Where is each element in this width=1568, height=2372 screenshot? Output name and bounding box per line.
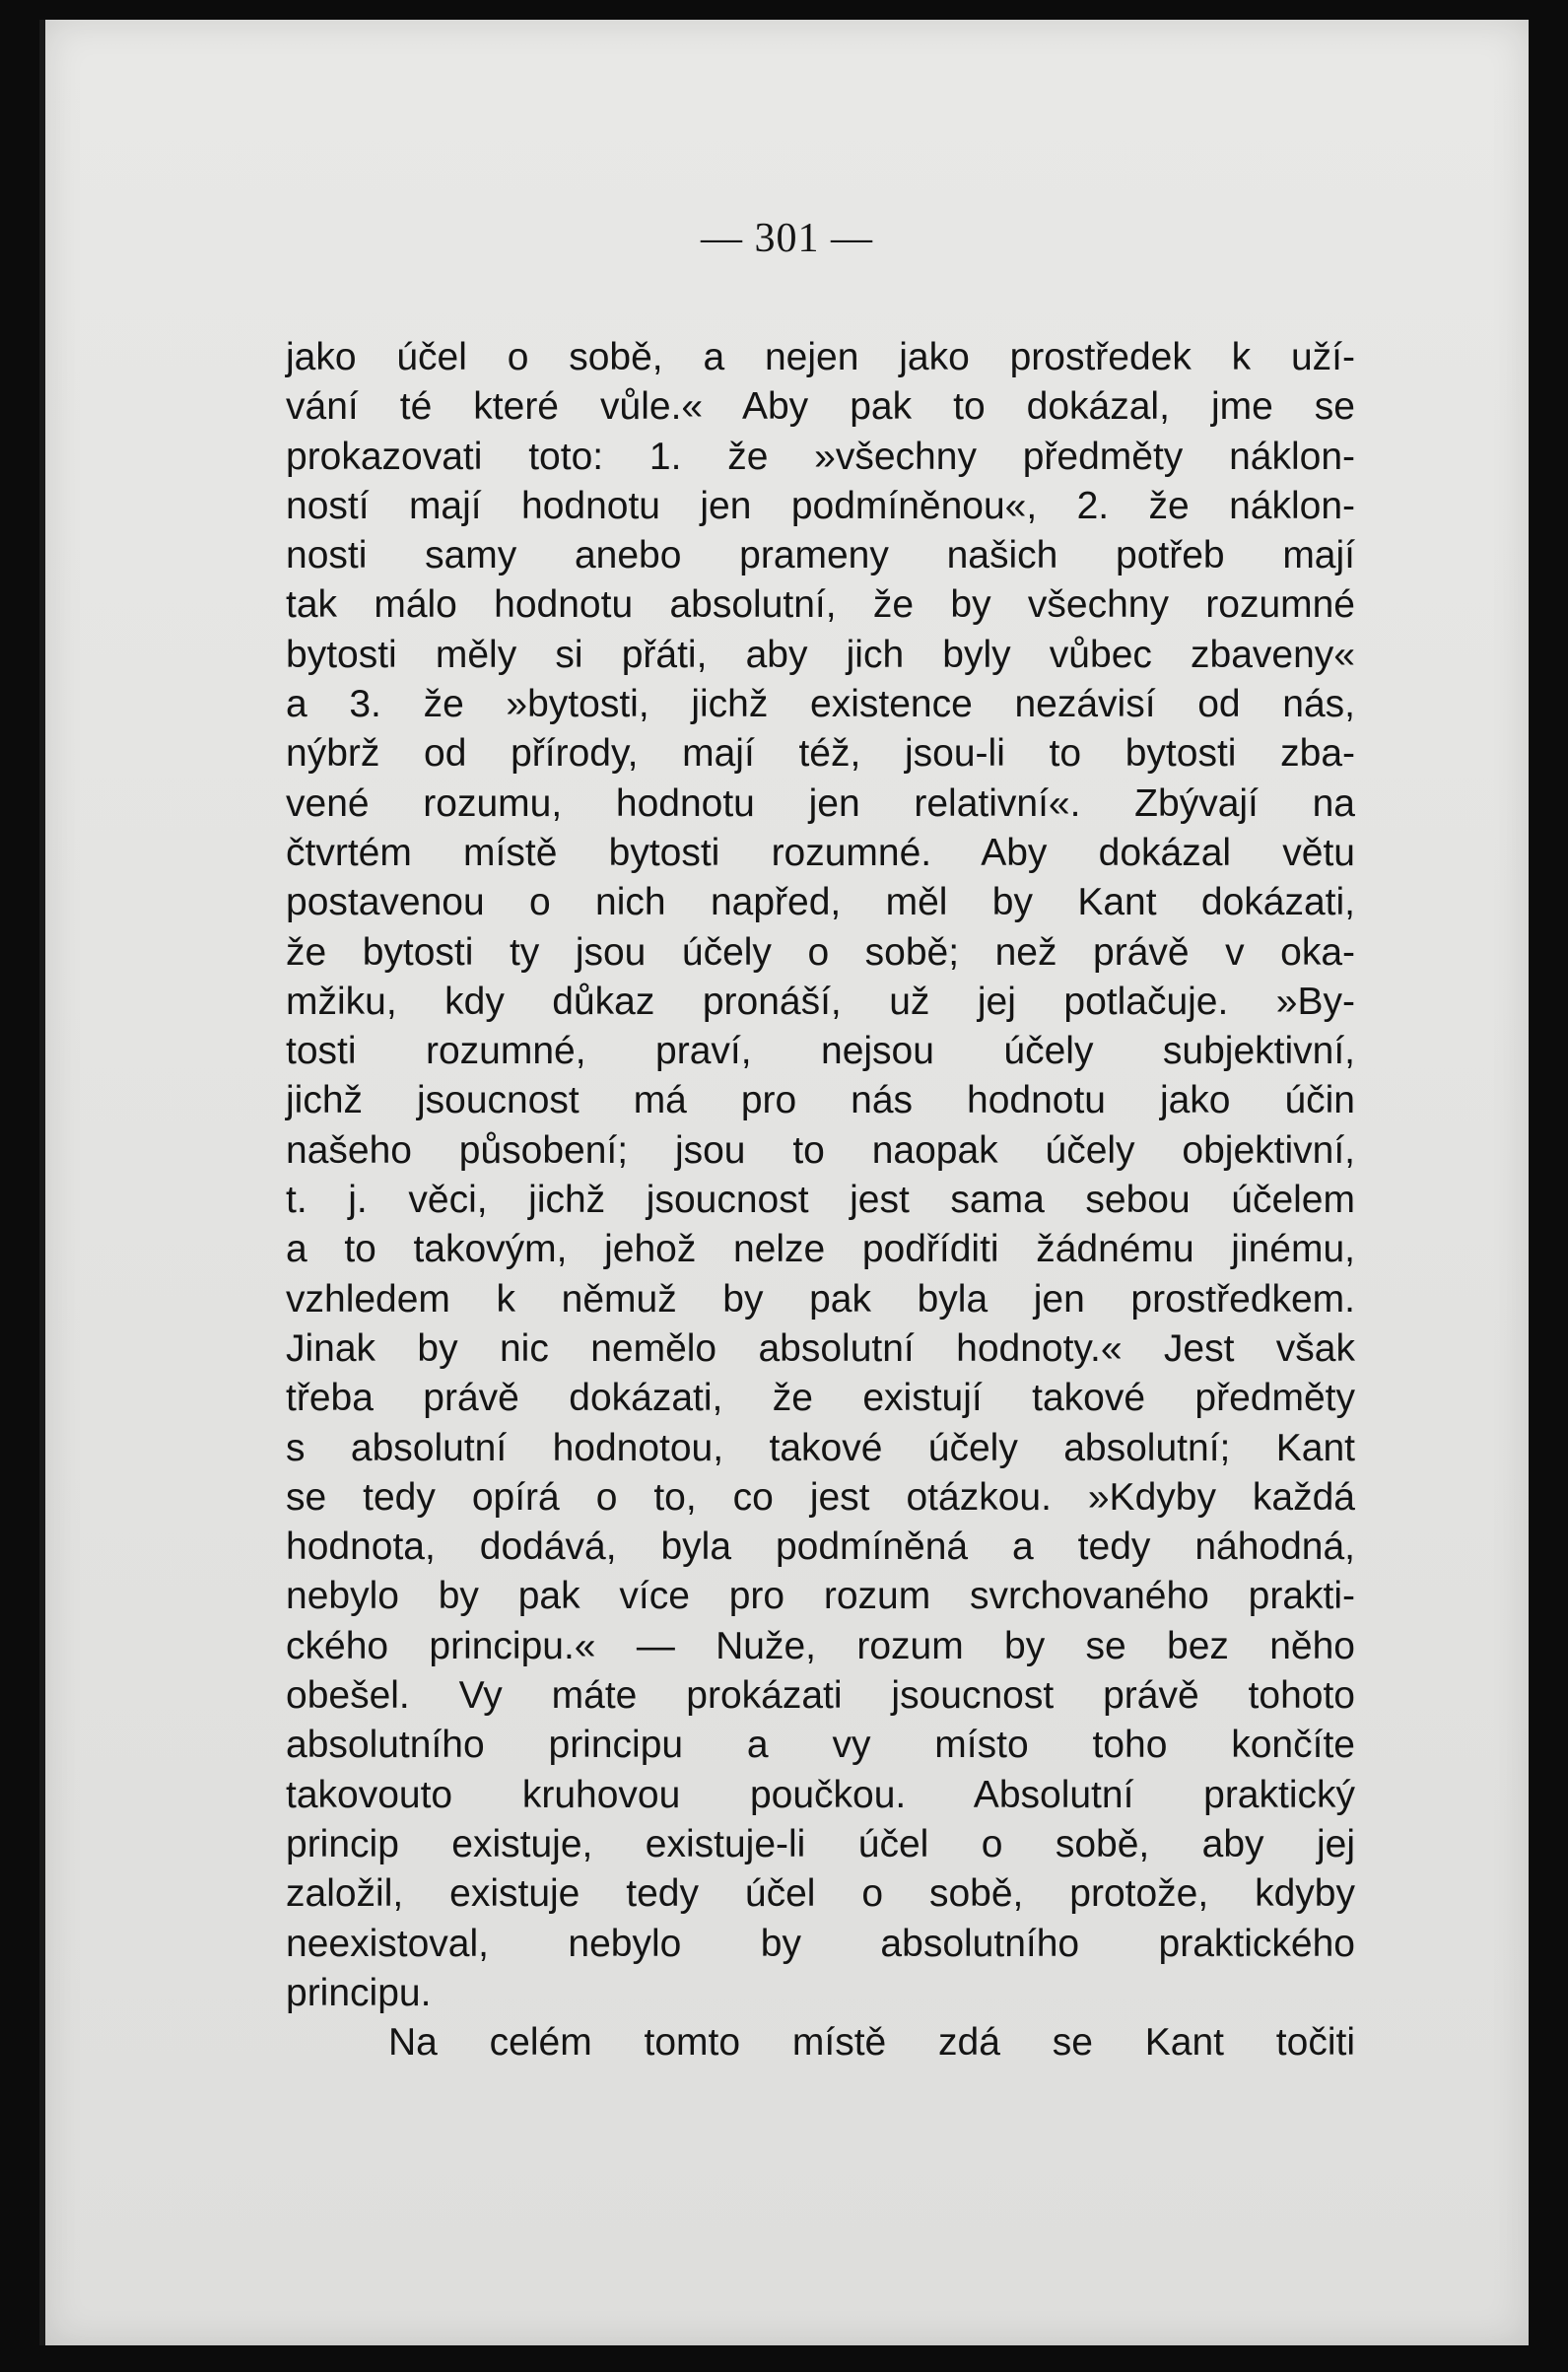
- text-line: princip existuje, existuje-li účel o sobě, aby jej: [286, 1822, 1355, 1865]
- text-line: absolutního principu a vy místo toho končíte: [286, 1724, 1355, 1767]
- text-line: ckého principu.« — Nuže, rozum by se bez něho: [286, 1624, 1355, 1667]
- text-line: založil, existuje tedy účel o sobě, protože, kdyby: [286, 1872, 1355, 1916]
- text-line: že bytosti ty jsou účely o sobě; než právě v oka-: [286, 930, 1355, 974]
- text-line: neexistoval, nebylo by absolutního praktického: [286, 1922, 1355, 1965]
- text-line: vání té které vůle.« Aby pak to dokázal, jme se: [286, 385, 1355, 429]
- text-line: t. j. věci, jichž jsoucnost jest sama sebou účelem: [286, 1179, 1355, 1222]
- text-line-paragraph-start: Na celém tomto místě zdá se Kant točiti: [388, 2021, 1355, 2065]
- text-line: ností mají hodnotu jen podmíněnou«, 2. že náklon-: [286, 484, 1355, 527]
- text-line: a 3. že »bytosti, jichž existence nezávisí od nás,: [286, 683, 1355, 726]
- text-line: se tedy opírá o to, co jest otázkou. »Kdyby každá: [286, 1475, 1355, 1519]
- text-line: třeba právě dokázati, že existují takové předměty: [286, 1377, 1355, 1420]
- text-line: postavenou o nich napřed, měl by Kant dokázati,: [286, 881, 1355, 924]
- text-line: nýbrž od přírody, mají též, jsou-li to bytosti zba-: [286, 732, 1355, 776]
- page-number: — 301 —: [701, 216, 873, 261]
- text-line: jako účel o sobě, a nejen jako prostředek k uží-: [286, 336, 1355, 378]
- text-line: a to takovým, jehož nelze podříditi žádnému jinému,: [286, 1228, 1355, 1271]
- text-line: takovouto kruhovou poučkou. Absolutní praktický: [286, 1773, 1355, 1816]
- text-line: jichž jsoucnost má pro nás hodnotu jako účin: [286, 1079, 1355, 1122]
- text-line: vené rozumu, hodnotu jen relativní«. Zbývají na: [286, 781, 1355, 825]
- text-line: prokazovati toto: 1. že »všechny předměty náklon-: [286, 435, 1355, 478]
- text-line: nosti samy anebo prameny našich potřeb mají: [286, 534, 1355, 577]
- text-line: nebylo by pak více pro rozum svrchovaného prakti-: [286, 1575, 1355, 1618]
- book-page: [39, 20, 1529, 2345]
- text-line: principu.: [286, 1971, 432, 2014]
- text-line: našeho působení; jsou to naopak účely objektivní,: [286, 1128, 1355, 1172]
- text-line: s absolutní hodnotou, takové účely absolutní; Kant: [286, 1426, 1355, 1469]
- text-line: čtvrtém místě bytosti rozumné. Aby dokázal větu: [286, 831, 1355, 874]
- text-line: hodnota, dodává, byla podmíněná a tedy náhodná,: [286, 1525, 1355, 1569]
- text-line: bytosti měly si přáti, aby jich byly vůbec zbaveny«: [286, 633, 1355, 676]
- text-line: vzhledem k němuž by pak byla jen prostředkem.: [286, 1277, 1355, 1321]
- text-line: obešel. Vy máte prokázati jsoucnost právě tohoto: [286, 1674, 1355, 1718]
- text-line: tak málo hodnotu absolutní, že by všechny rozumné: [286, 583, 1355, 627]
- text-line: tosti rozumné, praví, nejsou účely subjektivní,: [286, 1030, 1355, 1073]
- text-line: Jinak by nic nemělo absolutní hodnoty.« Jest však: [286, 1326, 1355, 1370]
- text-line: mžiku, kdy důkaz pronáší, už jej potlačuje. »By-: [286, 980, 1355, 1023]
- body-text: [286, 333, 1355, 2067]
